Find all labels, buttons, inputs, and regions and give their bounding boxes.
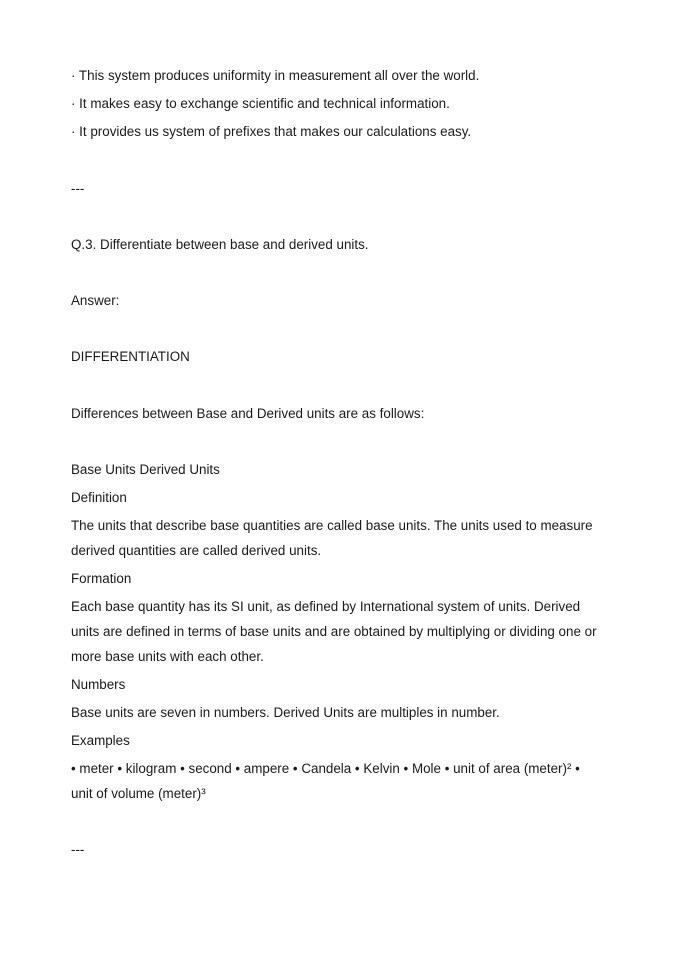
separator: ---: [71, 181, 85, 196]
row-heading-formation: Formation: [71, 571, 132, 586]
row-text-line: more base units with each other.: [71, 649, 264, 664]
row-text-line: derived quantities are called derived units.: [71, 543, 322, 558]
intro-point: · It provides us system of prefixes that makes our calculations easy.: [71, 124, 472, 139]
row-text-line: units are defined in terms of base units and are obtained by multiplying or dividing one or: [71, 624, 597, 639]
row-heading-numbers: Numbers: [71, 677, 126, 692]
row-text-line: Each base quantity has its SI unit, as defined by International system of units. Derived: [71, 599, 581, 614]
separator: ---: [71, 842, 85, 857]
differences-intro: Differences between Base and Derived units are as follows:: [71, 406, 425, 421]
answer-label: Answer:: [71, 293, 120, 308]
row-text-line: • meter • kilogram • second • ampere • Candela • Kelvin • Mole • unit of area (meter)² •: [71, 761, 580, 776]
section-heading: DIFFERENTIATION: [71, 349, 190, 364]
intro-point: · This system produces uniformity in measurement all over the world.: [71, 68, 480, 83]
row-heading-definition: Definition: [71, 490, 127, 505]
question-text: Q.3. Differentiate between base and derived units.: [71, 237, 369, 252]
row-heading-examples: Examples: [71, 733, 130, 748]
row-text-line: Base units are seven in numbers. Derived Units are multiples in number.: [71, 705, 500, 720]
table-header: Base Units Derived Units: [71, 462, 220, 477]
row-text-line: unit of volume (meter)³: [71, 786, 206, 801]
row-text-line: The units that describe base quantities are called base units. The units used to measure: [71, 518, 593, 533]
intro-point: · It makes easy to exchange scientific and technical information.: [71, 96, 450, 111]
